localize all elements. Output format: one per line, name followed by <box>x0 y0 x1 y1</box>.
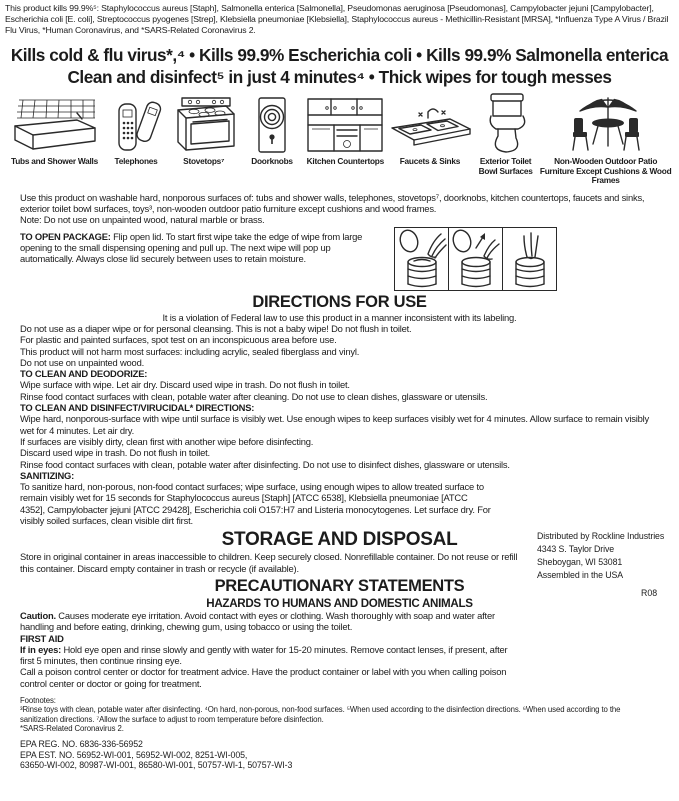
disinfect-line: If surfaces are visibly dirty, clean first with another wipe before disinfecting. <box>20 435 314 447</box>
first-aid-eyes-paragraph <box>20 644 510 667</box>
kitchen-countertop-icon <box>304 96 386 154</box>
open-step-1-icon <box>395 228 449 290</box>
revision-code: R08 <box>641 588 658 598</box>
directions-line: Do not use as a diaper wipe or for personal cleansing. This is not a baby wipe! Do not flush in toilet. <box>20 322 412 334</box>
toilet-icon <box>478 96 534 154</box>
disinfect-line: Rinse food contact surfaces with clean, potable water after disinfecting. Do not use to disinfect dishes, glassware or utensils. <box>20 458 510 470</box>
surface-stovetops <box>167 96 240 167</box>
distributor-block <box>537 530 664 582</box>
sanitizing-heading: SANITIZING: <box>20 469 75 481</box>
patio-furniture-icon <box>560 96 652 154</box>
caution-lead: Caution. <box>20 609 56 621</box>
surface-label: Doorknobs <box>251 156 293 166</box>
hazards-subheading: HAZARDS TO HUMANS AND DOMESTIC ANIMALS <box>206 596 473 610</box>
open-package-lead: TO OPEN PACKAGE: <box>20 230 111 242</box>
clean-deodorize-heading: TO CLEAN AND DEODORIZE: <box>20 368 148 380</box>
open-package-paragraph <box>20 231 372 291</box>
caution-paragraph <box>20 610 515 633</box>
directions-violation: It is a violation of Federal law to use this product in a manner inconsistent with its labeling. <box>162 311 517 323</box>
surface-label: Exterior Toilet Bowl Surfaces <box>478 156 533 176</box>
kills-statement: This product kills 99.9%⁵: Staphylococcus aureus [Staph], Salmonella enterica [Salmonella], Pseudomonas aeruginosa [Pseudomonas], Campylobacter jejuni [Campylobacter], Escherichia coli [E. coli], Streptococcus pyogenes [Strep], Klebsiella pneumoniae [Klebsiella], Staphylococcus aureus - Methicillin-Resistant [MRSA], *Influenza Type A Virus / Brazil Flu Virus, *Human Coronavirus, and *SARS-Related Coronavirus 2. <box>5 3 669 35</box>
surface-label: Tubs and Shower Walls <box>11 156 98 166</box>
open-package-section <box>20 231 659 291</box>
surface-kitchen-countertops <box>304 96 387 167</box>
disinfect-line: Wipe hard, nonporous-surface with wipe until surface is visibly wet. Use enough wipes to keep surfaces visibly wet for 4 minutes. Allow surface to remain visibly wet for 4 minutes. Let air dry. <box>20 413 650 436</box>
poison-control-paragraph: Call a poison control center or doctor for treatment advice. Have the product container or label with you when calling poison control center or doctor or going for treatment. <box>20 666 507 689</box>
doorknob-icon <box>248 96 296 154</box>
surface-patio-furniture <box>538 96 673 186</box>
footnotes-line: *SARS-Related Coronavirus 2. <box>20 723 124 733</box>
usage-paragraph <box>20 192 659 226</box>
surface-doorknobs <box>240 96 303 167</box>
usage-text: Use this product on washable hard, nonporous surfaces of: tubs and shower walls, telephones, stovetops⁷, doorknobs, kitchen countertops, faucets and sinks, exterior toilet bowl surfaces, toys³, non-wooden outdoor patio furniture except cushions and wood frames. <box>20 191 645 215</box>
directions-line: This product will not harm most surfaces: including acrylic, sealed fiberglass and vinyl. <box>20 345 360 357</box>
epa-est-number-line1: EPA EST. NO. 56952-WI-001, 56952-WI-002, 8251-WI-005, <box>20 749 248 760</box>
surface-tubs <box>4 96 105 167</box>
epa-reg-number: EPA REG. NO. 6836-336-56952 <box>20 739 143 750</box>
surface-telephones <box>105 96 167 167</box>
distributor-name: Distributed by Rockline Industries <box>537 531 665 541</box>
storage-heading: STORAGE AND DISPOSAL <box>221 529 458 551</box>
faucet-sink-icon <box>386 96 474 154</box>
disinfect-heading: TO CLEAN AND DISINFECT/VIRUCIDAL* DIRECTIONS: <box>20 402 255 414</box>
telephone-icon <box>105 96 167 154</box>
stovetop-icon <box>168 96 240 154</box>
disinfect-line: Discard used wipe in trash. Do not flush in toilet. <box>20 447 210 459</box>
headline-line1: Kills cold & flu virus*,⁴ • Kills 99.9% Escherichia coli • Kills 99.9% Salmonella enterica <box>10 45 669 65</box>
surface-label: Faucets & Sinks <box>399 156 461 166</box>
directions-heading: DIRECTIONS FOR USE <box>252 292 427 311</box>
clean-deodorize-line: Wipe surface with wipe. Let air dry. Discard used wipe in trash. Do not flush in toilet. <box>20 379 350 391</box>
surface-toilet <box>473 96 538 176</box>
surface-label: Kitchen Countertops <box>306 156 384 166</box>
approved-surfaces-row <box>0 88 679 186</box>
footnotes-block <box>20 696 659 733</box>
distributor-street: 4343 S. Taylor Drive <box>537 544 615 554</box>
eyes-text: Hold eye open and rinse slowly and gently with water for 15-20 minutes. Remove contact lenses, if present, after first 5 minutes, then continue rinsing eye. <box>20 643 508 667</box>
open-package-text: Flip open lid. To start first wipe take the edge of wipe from large opening to the small dispensing opening and pull up. The next wipe will pop up automatically. Always close lid securely between uses to retain moisture. <box>20 230 363 265</box>
headline <box>0 45 679 88</box>
usage-note: Note: Do not use on unpainted wood, natural marble or brass. <box>20 214 265 226</box>
open-package-illustration <box>394 227 557 291</box>
surface-label: Non-Wooden Outdoor Patio Furniture Except Cushions & Wood Frames <box>539 156 672 186</box>
footnotes-label: Footnotes: <box>20 695 56 705</box>
sanitizing-paragraph: To sanitize hard, non-porous, non-food contact surfaces; wipe surface, using enough wipes to allow treated surface to remain visibly wet for 15 seconds for Staphylococcus aureus [Staph] [ATCC 6538], Klebsiella pneumoniae [ATCC 4352], Campylobacter jejuni [ATCC 29428], Escherichia coli O157:H7 and Listeria monocytogenes. Let surface dry. For visibly soiled surfaces, clean visible dirt first. <box>20 481 491 527</box>
headline-line2: Clean and disinfect⁵ in just 4 minutes⁴ • Thick wipes for tough messes <box>67 66 612 87</box>
precautionary-heading: PRECAUTIONARY STATEMENTS <box>214 576 465 595</box>
storage-paragraph: Store in original container in areas inaccessible to children. Keep securely closed. Nonrefillable container. Do not reuse or refill this container. Discard empty container in trash or recycle (if available). <box>20 551 518 574</box>
open-step-2-icon <box>449 228 503 290</box>
footnotes-line: ³Rinse toys with clean, potable water after disinfecting. ⁴On hard, non-porous, non-food surfaces. ⁵When used according to the disinfection directions. ⁶When used according to the sanitization directions. ⁷Allow the surface to adjust to room temperature before disinfection. <box>20 705 621 724</box>
surface-label: Telephones <box>114 156 158 166</box>
distributor-city: Sheboygan, WI 53081 <box>537 557 623 567</box>
caution-text: Causes moderate eye irritation. Avoid contact with eyes or clothing. Wash thoroughly with soap and water after handling and before eating, drinking, chewing gum, using tobacco or using the toilet. <box>20 609 495 633</box>
directions-line: For plastic and painted surfaces, spot test on an inconspicuous area before use. <box>20 334 337 346</box>
surface-faucets-sinks <box>387 96 473 167</box>
first-aid-heading: FIRST AID <box>20 632 64 644</box>
eyes-lead: If in eyes: <box>20 643 62 655</box>
bathtub-icon <box>7 96 103 154</box>
open-step-3-icon <box>503 228 556 290</box>
epa-est-number-line2: 63650-WI-002, 80987-WI-001, 86580-WI-001, 50757-WI-1, 50757-WI-3 <box>20 760 293 771</box>
clean-deodorize-line: Rinse food contact surfaces with clean, potable water after cleaning. Do not use to clean dishes, glassware or utensils. <box>20 390 488 402</box>
directions-line: Do not use on unpainted wood. <box>20 356 144 368</box>
surface-label: Stovetops⁷ <box>183 156 225 166</box>
epa-block <box>20 739 659 771</box>
distributor-origin: Assembled in the USA <box>537 570 624 580</box>
